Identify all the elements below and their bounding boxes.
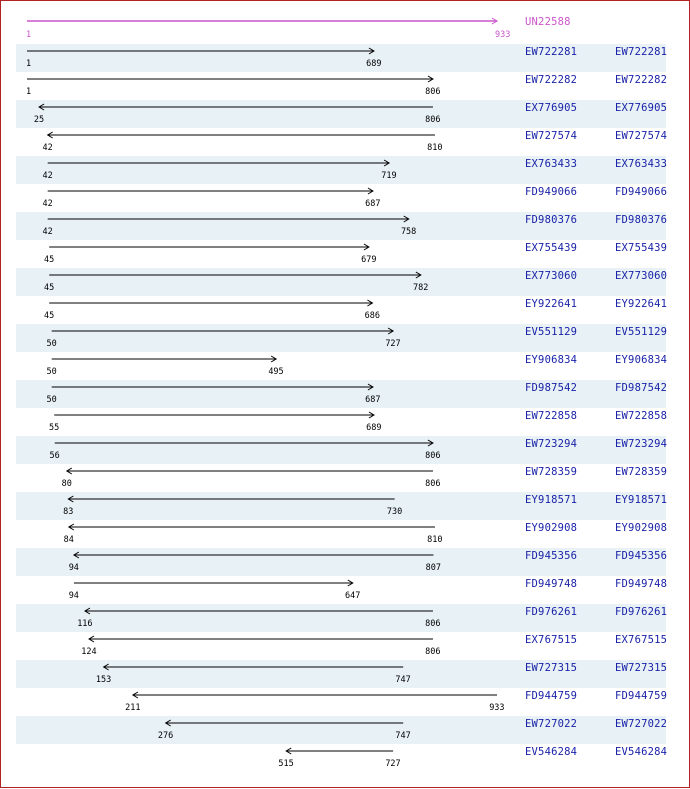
- accession-link[interactable]: EX773060: [615, 270, 668, 282]
- end-number: 806: [425, 479, 441, 489]
- start-number: 83: [63, 507, 74, 517]
- start-number: 45: [43, 255, 55, 265]
- start-number: 276: [157, 731, 174, 741]
- accession-link[interactable]: EX776905: [525, 102, 578, 114]
- accession-link[interactable]: FD987542: [525, 382, 578, 394]
- accession-link[interactable]: EY918571: [525, 494, 578, 506]
- end-number: 687: [365, 395, 381, 405]
- accession-link[interactable]: EW727022: [525, 718, 578, 730]
- end-number: 687: [365, 199, 381, 209]
- accession-link[interactable]: EV551129: [525, 326, 578, 338]
- end-number: 730: [386, 507, 403, 517]
- end-number: 689: [366, 59, 382, 69]
- accession-link[interactable]: EX763433: [525, 158, 578, 170]
- accession-link[interactable]: EX773060: [525, 270, 578, 282]
- accession-link[interactable]: EW727574: [525, 130, 578, 142]
- end-number: 727: [385, 339, 401, 349]
- start-number: 50: [46, 395, 57, 405]
- end-number: 782: [413, 283, 429, 293]
- accession-link[interactable]: EX767515: [615, 634, 668, 646]
- accession-link[interactable]: FD945356: [615, 550, 668, 562]
- accession-link[interactable]: EW728359: [615, 466, 668, 478]
- accession-link[interactable]: FD949066: [615, 186, 668, 198]
- accession-link[interactable]: EX755439: [615, 242, 668, 254]
- accession-link[interactable]: EW723294: [525, 438, 578, 450]
- start-number: 124: [81, 647, 97, 657]
- start-number: 42: [42, 143, 53, 153]
- accession-link[interactable]: EY918571: [615, 494, 668, 506]
- accession-link[interactable]: EW722858: [525, 410, 578, 422]
- accession-link[interactable]: EX767515: [525, 634, 578, 646]
- accession-link[interactable]: EW722281: [615, 46, 668, 58]
- start-number: 1: [26, 87, 32, 97]
- start-number: 515: [278, 759, 294, 769]
- end-number: 689: [366, 423, 382, 433]
- start-number: 42: [42, 171, 53, 181]
- accession-link[interactable]: FD949066: [525, 186, 578, 198]
- accession-link[interactable]: FD949748: [615, 578, 668, 590]
- end-number: 933: [489, 703, 505, 713]
- end-number: 747: [395, 675, 411, 685]
- end-number: 686: [364, 311, 380, 321]
- reference-label: UN22588: [525, 16, 571, 28]
- end-number: 495: [268, 367, 284, 377]
- start-number: 25: [33, 115, 45, 125]
- accession-link[interactable]: EW727315: [525, 662, 578, 674]
- end-number: 806: [425, 647, 441, 657]
- start-number: 50: [46, 339, 57, 349]
- start-number: 84: [63, 535, 74, 545]
- alignment-map: [1, 1, 690, 789]
- accession-link[interactable]: EW723294: [615, 438, 668, 450]
- start-number: 42: [42, 199, 53, 209]
- accession-link[interactable]: FD980376: [525, 214, 578, 226]
- accession-link[interactable]: EX763433: [615, 158, 668, 170]
- end-number: 647: [344, 591, 361, 601]
- accession-link[interactable]: EW722282: [525, 74, 578, 86]
- accession-link[interactable]: FD949748: [525, 578, 578, 590]
- accession-link[interactable]: EV546284: [615, 746, 668, 758]
- end-number: 806: [425, 115, 441, 125]
- start-number: 94: [68, 563, 79, 573]
- end-number: 727: [385, 759, 401, 769]
- start-number: 94: [68, 591, 79, 601]
- start-number: 45: [43, 283, 55, 293]
- accession-link[interactable]: EY922641: [525, 298, 578, 310]
- accession-link[interactable]: EY902908: [615, 522, 668, 534]
- accession-link[interactable]: FD980376: [615, 214, 668, 226]
- accession-link[interactable]: FD976261: [525, 606, 578, 618]
- start-number: 80: [61, 479, 72, 489]
- accession-link[interactable]: EV551129: [615, 326, 668, 338]
- start-number: 56: [49, 451, 60, 461]
- accession-link[interactable]: EW722858: [615, 410, 668, 422]
- accession-link[interactable]: EX755439: [525, 242, 578, 254]
- end-number: 810: [427, 143, 443, 153]
- end-number: 719: [381, 171, 397, 181]
- accession-link[interactable]: EV546284: [525, 746, 578, 758]
- start-number: 45: [43, 311, 55, 321]
- accession-link[interactable]: EX776905: [615, 102, 668, 114]
- start-number: 55: [49, 423, 60, 433]
- end-number: 758: [400, 227, 417, 237]
- start-number: 211: [125, 703, 141, 713]
- accession-link[interactable]: EY906834: [615, 354, 668, 366]
- accession-link[interactable]: EW727022: [615, 718, 668, 730]
- end-number: 679: [361, 255, 377, 265]
- accession-link[interactable]: EY902908: [525, 522, 578, 534]
- end-number: 807: [425, 563, 442, 573]
- end-number: 806: [425, 619, 441, 629]
- accession-link[interactable]: EW722282: [615, 74, 668, 86]
- end-number: 747: [395, 731, 411, 741]
- accession-link[interactable]: FD976261: [615, 606, 668, 618]
- reference-end-number: 933: [495, 30, 511, 40]
- accession-link[interactable]: EY906834: [525, 354, 578, 366]
- start-number: 116: [77, 619, 93, 629]
- start-number: 1: [26, 59, 32, 69]
- accession-link[interactable]: FD944759: [525, 690, 578, 702]
- end-number: 810: [427, 535, 443, 545]
- accession-link[interactable]: FD987542: [615, 382, 668, 394]
- accession-link[interactable]: EW727574: [615, 130, 668, 142]
- accession-link[interactable]: EW722281: [525, 46, 578, 58]
- reference-start-number: 1: [26, 30, 32, 40]
- accession-link[interactable]: FD945356: [525, 550, 578, 562]
- start-number: 42: [42, 227, 53, 237]
- accession-link[interactable]: EY922641: [615, 298, 668, 310]
- end-number: 806: [425, 87, 441, 97]
- start-number: 50: [46, 367, 57, 377]
- accession-link[interactable]: FD944759: [615, 690, 668, 702]
- accession-link[interactable]: EW727315: [615, 662, 668, 674]
- accession-link[interactable]: EW728359: [525, 466, 578, 478]
- end-number: 806: [425, 451, 441, 461]
- start-number: 153: [95, 675, 112, 685]
